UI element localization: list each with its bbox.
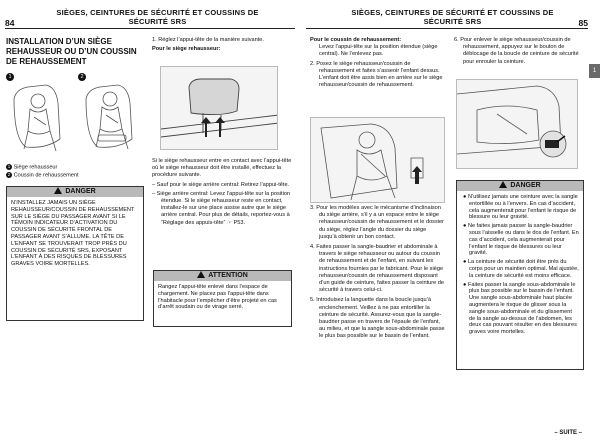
header-rule [306, 28, 588, 29]
attention-box [153, 270, 292, 327]
legend [6, 164, 144, 179]
step-1: 1. Réglez l’appui-tête de la manière suivante. Pour le siège rehausseur: [152, 37, 264, 53]
headrest-illustration [160, 66, 278, 150]
danger-header: DANGER [7, 187, 143, 197]
attention-text: Rangez l’appui-tête enlevé dans l’espace de chargement. Ne placez pas l’appui-tête dans l’habitacle pour l’empêcher d’être projeté en cas d’arrêt soudain ou de virage serré. [158, 284, 277, 311]
left-column [6, 37, 144, 67]
warning-icon [499, 181, 507, 188]
section-title: INSTALLATION D’UN SIÈGE REHAUSSEUR OU D’UN COUSSIN DE REHAUSSEMENT [6, 37, 137, 66]
legend-item-1: 1 Siège rehausseur [7, 164, 58, 171]
danger-box [6, 186, 144, 321]
cushion-instructions: Pour le coussin de rehaussement: Levez l’appui-tête sur la position étendue (siège central). Ne l’enlevez pas. 2. Posez le siège rehausseur/coussin de rehaussement et faites s’asseoir l’enfant dessus. L’enfant doit être assis bien en arrière sur le siège rehausseur/coussin de rehaussement. [310, 37, 443, 89]
headrest-drawing [161, 67, 278, 150]
warning-icon [54, 187, 62, 194]
right-page [300, 0, 600, 447]
continued-marker: – SUITE – [554, 430, 582, 436]
page-header: SIÈGES, CEINTURES DE SÉCURITÉ ET COUSSINS DE SÉCURITÉ SRS [351, 8, 554, 26]
danger-item: ● Faites passer la sangle sous-abdominale le plus bas possible sur le bassin de l’enfant. Une sangle sous-abdominale haut placée augmentera le risque de glisser sous la sangle sous-abdominale et du glissement de la sangle au-dessus de l’abdomen, les deux cas pouvant résulter en des blessures graves voire mortelles. [463, 281, 577, 336]
buckle-illustration [456, 79, 578, 169]
chapter-tab: 1 [589, 64, 600, 78]
danger-item: ● N’utilisez jamais une ceinture avec la sangle entortillée ou à l’envers. En cas d’accident, cela augmenterait pour l’enfant le risque de blessure ou leur gravité. [463, 194, 578, 221]
buckle-release-drawing [457, 80, 578, 169]
danger-box [456, 180, 584, 370]
danger-list [457, 191, 583, 339]
warning-icon [197, 271, 205, 278]
label-2-icon: 2 [78, 73, 86, 81]
label-2-icon: 2 [7, 171, 11, 177]
child-in-booster-drawing [311, 118, 445, 203]
attention-header: ATTENTION [154, 271, 291, 281]
legend-item-2: 2 Coussin de rehaussement [7, 171, 79, 179]
step-6: 6. Pour enlever le siège rehausseur/coussin de rehaussement, appuyez sur le bouton de déblocage de la boucle de ceinture de sécurité pour enrouler la ceinture. [454, 37, 579, 65]
danger-text: N’INSTALLEZ JAMAIS UN SIÈGE REHAUSSEUR/COUSSIN DE REHAUSSEMENT SUR LE SIÈGE DU PASSAGER AVANT SI LE TÉMOIN INDICATEUR D’ACTIVATION DU COUSSIN DE SÉCURITÉ FRONTAL DE PASSAGER AVANT S’ALLUME. LA TÊTE DE L’ENFANT SE TROUVERAIT TROP PRÈS DU COUSSIN DE SÉCURITÉ SRS, EXPOSANT L’ENFANT À DES RISQUES DE BLESSURES GRAVES VOIRE MORTELLES. [11, 200, 135, 268]
procedure-text: Si le siège rehausseur entre en contact avec l’appui-tête où le siège rehausseur doit être installé, effectuez la procédure suivante. – Sauf pour le siège arrière central: Retirez l’appui-tête. – Siège arrière central: Levez l’appui-tête sur la position étendue. Si le siège rehausseur reste en contact, installez-le sur une place assise autre que le siège arrière central. Pour plus de détails, reportez-vous à “Réglage des appuis-tête” ☞ P53. [152, 158, 292, 226]
header-rule [5, 28, 295, 29]
page-number: 84 [5, 18, 15, 28]
danger-header: DANGER [457, 181, 583, 191]
page-header: SIÈGES, CEINTURES DE SÉCURITÉ ET COUSSINS DE SÉCURITÉ SRS [56, 8, 259, 26]
child-seat-illustration [310, 117, 445, 203]
label-1-icon: 1 [6, 73, 14, 81]
booster-seat-drawing [6, 69, 148, 161]
page-number: 85 [578, 18, 588, 28]
label-1-icon: 1 [7, 164, 11, 169]
booster-illustrations [6, 69, 148, 161]
danger-item: ● Ne faites jamais passer la sangle-baudrier sous l’aisselle ou dans le dos de l’enfant. En cas d’accident, cela augmenterait pour l’enfant le risque de blessures ou leur gravité. [463, 223, 579, 257]
steps-3-5: 3. Pour les modèles avec le mécanisme d’inclinaison du siège arrière, s’il y a un espace entre le siège rehausseur/coussin de rehaussement et le dossier du siège, réglez l’angle du dossier du siège jusqu’à obtenir un bon contact. 4. Faites passer la sangle-baudrier et abdominale à travers le siège rehausseur ou autour du coussin de rehaussement et de l’enfant, en suivant les instructions fournies par le fabricant. Pour le siège rehausseur/coussin de rehaussement disposant d’un guide de ceinture, faites passer la ceinture de sécurité à travers celui-ci. 5. Introduisez la languette dans la boucle jusqu’à enclenchement. Veillez à ne pas entortiller la ceinture de sécurité. Assurez-vous que la sangle-baudrier passe en travers de l’épaule de l’enfant, au milieu, et que la sangle sous-abdominale passe le plus bas possible sur le bassin de l’enfant. [310, 205, 445, 340]
danger-item: ● La ceinture de sécurité doit être près du corps pour un maintien optimal. Mal ajustée, la ceinture de sécurité est moins efficace. [463, 259, 579, 279]
